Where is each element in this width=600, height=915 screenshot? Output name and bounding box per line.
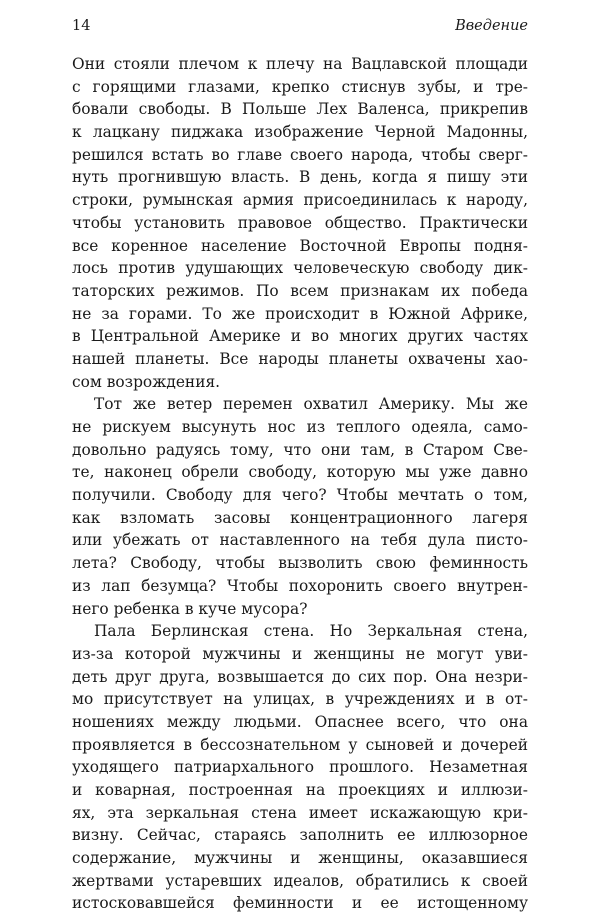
page-number: 14 [72, 18, 91, 34]
text-line: жертвами устаревших идеалов, обратились к своей [72, 871, 528, 890]
text-line: или убежать от наставленного на тебя дула писто- [72, 531, 528, 550]
text-line: из-за которой мужчины и женщины не могут уви- [72, 644, 528, 663]
text-line: решился встать во главе своего народа, чтобы сверг- [72, 145, 528, 164]
text-line: истосковавшейся феминности и ее истощенному [72, 894, 528, 913]
text-line: ях, эта зеркальная стена имеет искажающую кри- [72, 803, 528, 822]
text-line: получили. Свободу для чего? Чтобы мечтать о том, [72, 486, 528, 505]
text-line: как взломать засовы концентрационного лагеря [72, 508, 528, 527]
body-text [72, 53, 528, 915]
text-line: в Центральной Америке и во многих других частях [72, 327, 528, 346]
text-line: к лацкану пиджака изображение Черной Мадонны, [72, 123, 528, 142]
running-head [72, 16, 528, 36]
text-line: мо присутствует на улицах, в учреждениях и в от- [72, 690, 528, 709]
text-line-paragraph-end: сом возрождения. [72, 372, 221, 391]
text-line: ношениях между людьми. Опаснее всего, что она [72, 712, 528, 731]
section-title: Введение [455, 18, 528, 34]
text-line: строки, румынская армия присоединилась к народу, [72, 191, 528, 210]
text-line: таторских режимов. По всем признакам их победа [72, 281, 528, 300]
text-line: из лап безумца? Чтобы похоронить своего внутрен- [72, 576, 528, 595]
text-line: уходящего патриархального прошлого. Незаметная [72, 758, 528, 777]
text-line: нашей планеты. Все народы планеты охвачены хао- [72, 349, 528, 368]
text-line: лета? Свободу, чтобы вызволить свою феминность [72, 554, 528, 573]
text-line-paragraph-start: Пала Берлинская стена. Но Зеркальная стена, [94, 622, 528, 641]
text-line: не рискуем высунуть нос из теплого одеяла, само- [72, 418, 528, 436]
text-line: с горящими глазами, крепко стиснув зубы, и тре- [72, 77, 528, 96]
text-line: проявляется в бессознательном у сыновей и дочерей [72, 735, 528, 754]
text-line: чтобы установить правовое общество. Практически [72, 213, 528, 232]
text-line: и коварная, построенная на проекциях и иллюзи- [72, 781, 528, 799]
text-line: содержание, мужчины и женщины, оказавшиеся [72, 849, 528, 868]
text-line-paragraph-end: него ребенка в куче мусора? [72, 599, 308, 618]
text-line: Они стояли плечом к плечу на Вацлавской площади [72, 55, 528, 73]
text-line: все коренное население Восточной Европы подня- [72, 236, 528, 255]
text-line: деть друг друга, возвышается до сих пор. Она незри- [72, 667, 528, 686]
text-line-paragraph-start: Тот же ветер перемен охватил Америку. Мы же [94, 395, 528, 414]
text-line: лось против удушающих человеческую свободу дик- [72, 259, 528, 278]
text-line: довольно радуясь тому, что они там, в Старом Све- [72, 440, 528, 459]
text-line: визну. Сейчас, стараясь заполнить ее иллюзорное [72, 826, 528, 845]
text-line: те, наконец обрели свободу, которую мы уже давно [72, 463, 528, 482]
text-line: бовали свободы. В Польше Лех Валенса, прикрепив [72, 100, 528, 119]
text-line: не за горами. То же происходит в Южной Африке, [72, 304, 528, 323]
text-line: нуть прогнившую власть. В день, когда я пишу эти [72, 168, 528, 187]
